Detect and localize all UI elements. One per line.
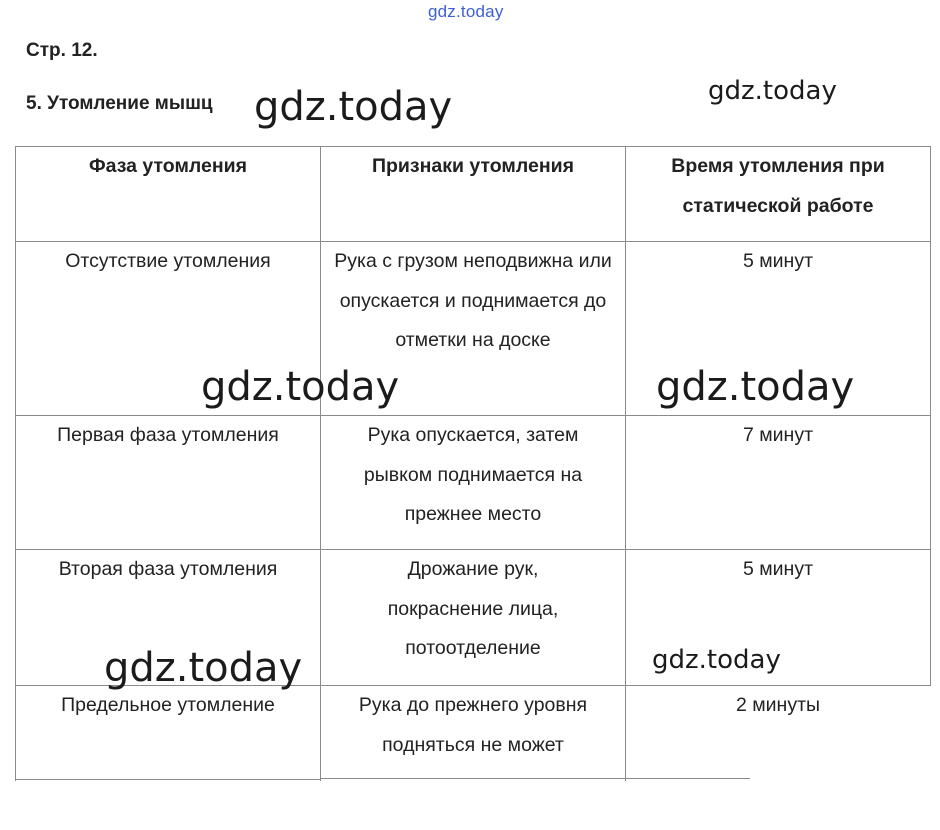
header-signs: Признаки утомления [321,147,626,242]
table-bottom-border-right [320,778,750,779]
table-bottom-border [15,779,320,780]
cell-signs: Дрожание рук, покраснение лица, потоотделение [321,550,626,686]
cell-phase: Первая фаза утомления [16,416,321,550]
cell-signs: Рука с грузом неподвижна или опускается и поднимается до отметки на доске [321,242,626,416]
header-time: Время утомления при статической работе [626,147,931,242]
page-reference: Стр. 12. [26,40,98,61]
cell-signs: Рука до прежнего уровня подняться не может [321,686,626,782]
watermark: gdz.today [652,645,781,675]
table-row [16,416,931,550]
top-watermark: gdz.today [428,2,504,21]
watermark: gdz.today [708,76,837,106]
watermark: gdz.today [201,364,400,410]
table-row [16,686,931,782]
watermark: gdz.today [104,645,303,691]
cell-time: 7 минут [626,416,931,550]
cell-time: 2 минуты [626,686,931,782]
cell-phase: Отсутствие утомления [16,242,321,416]
task-title: 5. Утомление мышц [26,93,213,114]
cell-time: 5 минут [626,550,931,686]
table-header-row [16,147,931,242]
cell-phase: Вторая фаза утомления [16,550,321,686]
header-phase: Фаза утомления [16,147,321,242]
cell-time: 5 минут [626,242,931,416]
cell-phase: Предельное утомление [16,686,321,782]
watermark: gdz.today [254,84,453,130]
watermark: gdz.today [656,364,855,410]
cell-signs: Рука опускается, затем рывком поднимается на прежнее место [321,416,626,550]
